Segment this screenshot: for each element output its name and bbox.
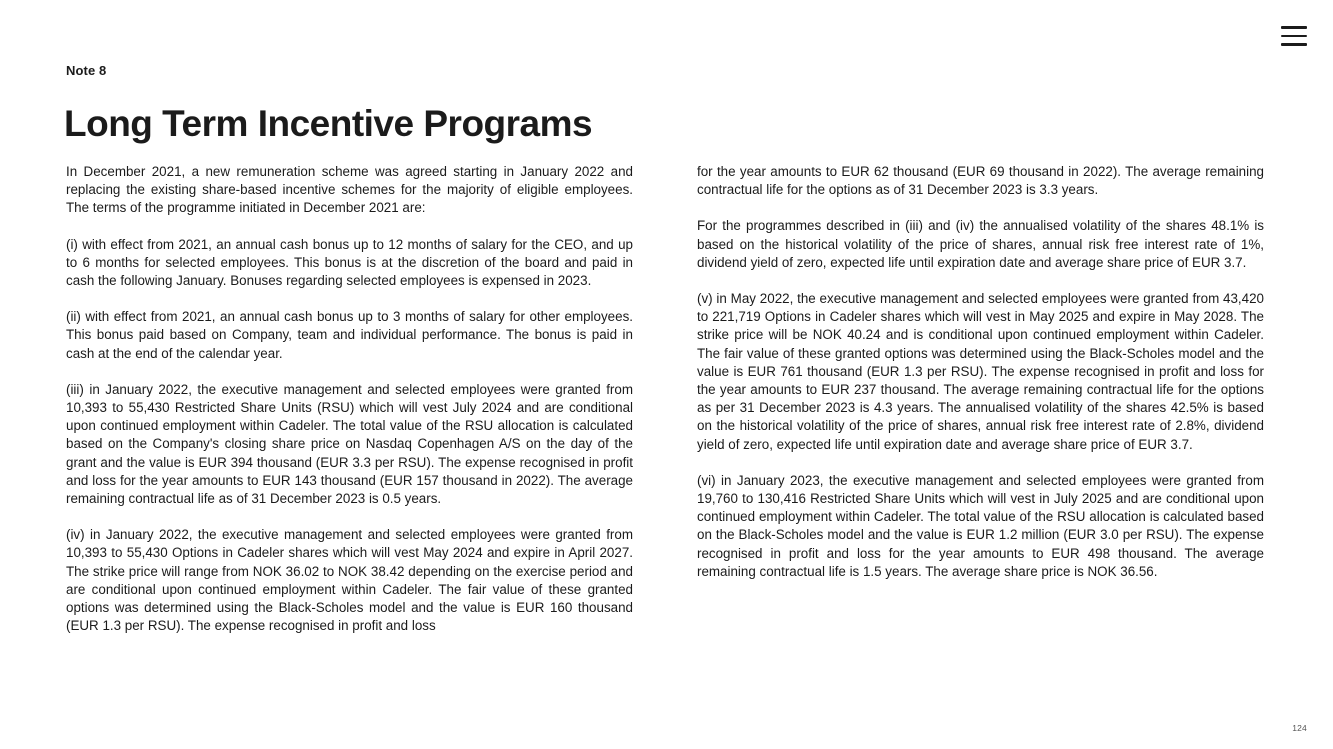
menu-bar-bottom: [1281, 43, 1307, 46]
paragraph: In December 2021, a new remuneration scheme was agreed starting in January 2022 and replacing the existing share-based incentive schemes for the majority of eligible employees. The terms of the programme initiated in December 2021 are:: [66, 164, 633, 216]
right-column: [697, 163, 1264, 635]
body-columns: [66, 163, 1264, 635]
paragraph: (iv) in January 2022, the executive management and selected employees were granted from 10,393 to 55,430 Options in Cadeler shares which will vest May 2024 and expire in April 2027. The strike price will range from NOK 36.02 to NOK 38.42 depending on the exercise period and are conditional upon continued employment within Cadeler. The fair value of these granted options was determined using the Black-Scholes model and the value is EUR 160 thousand (EUR 1.3 per RSU). The expense recognised in profit and loss: [66, 527, 633, 634]
menu-bar-middle: [1281, 35, 1307, 38]
page-number: 124: [1292, 723, 1307, 733]
hamburger-menu-icon[interactable]: [1281, 26, 1307, 46]
menu-bar-top: [1281, 26, 1307, 29]
note-label: Note 8: [66, 63, 107, 78]
paragraph: For the programmes described in (iii) and (iv) the annualised volatility of the shares 48.1% is based on the historical volatility of the price of shares, annual risk free interest rate of 1%, dividend yield of zero, expected life until expiration date and average share price of EUR 3.7.: [697, 218, 1264, 270]
paragraph: (iii) in January 2022, the executive management and selected employees were granted from 10,393 to 55,430 Restricted Share Units (RSU) which will vest July 2024 and are conditional upon continued employment within Cadeler. The total value of the RSU allocation is calculated based on the Company's closing share price on Nasdaq Copenhagen A/S on the day of the grant and the value is EUR 394 thousand (EUR 3.3 per RSU). The expense recognised in profit and loss for the year amounts to EUR 143 thousand (EUR 157 thousand in 2022). The average remaining contractual life as of 31 December 2023 is 0.5 years.: [66, 381, 633, 507]
paragraph: for the year amounts to EUR 62 thousand (EUR 69 thousand in 2022). The average remaining contractual life for the options as of 31 December 2023 is 3.3 years.: [697, 164, 1264, 198]
left-column: [66, 163, 633, 635]
paragraph: (i) with effect from 2021, an annual cash bonus up to 12 months of salary for the CEO, and up to 6 months for selected employees. This bonus is at the discretion of the board and paid in cash the following January. Bonuses regarding selected employees is expensed in 2023.: [66, 236, 633, 289]
paragraph: (ii) with effect from 2021, an annual cash bonus up to 3 months of salary for other employees. This bonus paid based on Company, team and individual performance. The bonus is paid in cash at the end of the calendar year.: [66, 309, 633, 361]
page-title: Long Term Incentive Programs: [64, 102, 593, 144]
paragraph: (v) in May 2022, the executive management and selected employees were granted from 43,420 to 221,719 Options in Cadeler shares which will vest in May 2025 and expire in May 2028. The strike price will be NOK 40.24 and is conditional upon continued employment within Cadeler. The fair value of these granted options was determined using the Black-Scholes model and the value is EUR 761 thousand (EUR 1.3 per RSU). The expense recognised in profit and loss for the year amounts to EUR 237 thousand. The average remaining contractual life for the options as per 31 December 2023 is 4.3 years. The annualised volatility of the shares 42.5% is based on the historical volatility of the price of shares, annual risk free interest rate of 2.8%, dividend yield of zero, expected life until expiration date and average share price of EUR 3.7.: [697, 291, 1264, 452]
paragraph: (vi) in January 2023, the executive management and selected employees were granted from 19,760 to 130,416 Restricted Share Units which will vest in July 2025 and are conditional upon continued employment within Cadeler. The total value of the RSU allocation is calculated based on the Black-Scholes model and the value is EUR 1.2 million (EUR 3.0 per RSU). The expense recognised in profit and loss for the year amounts to EUR 498 thousand. The average remaining contractual life is 1.5 years. The average share price is NOK 36.56.: [697, 472, 1264, 579]
